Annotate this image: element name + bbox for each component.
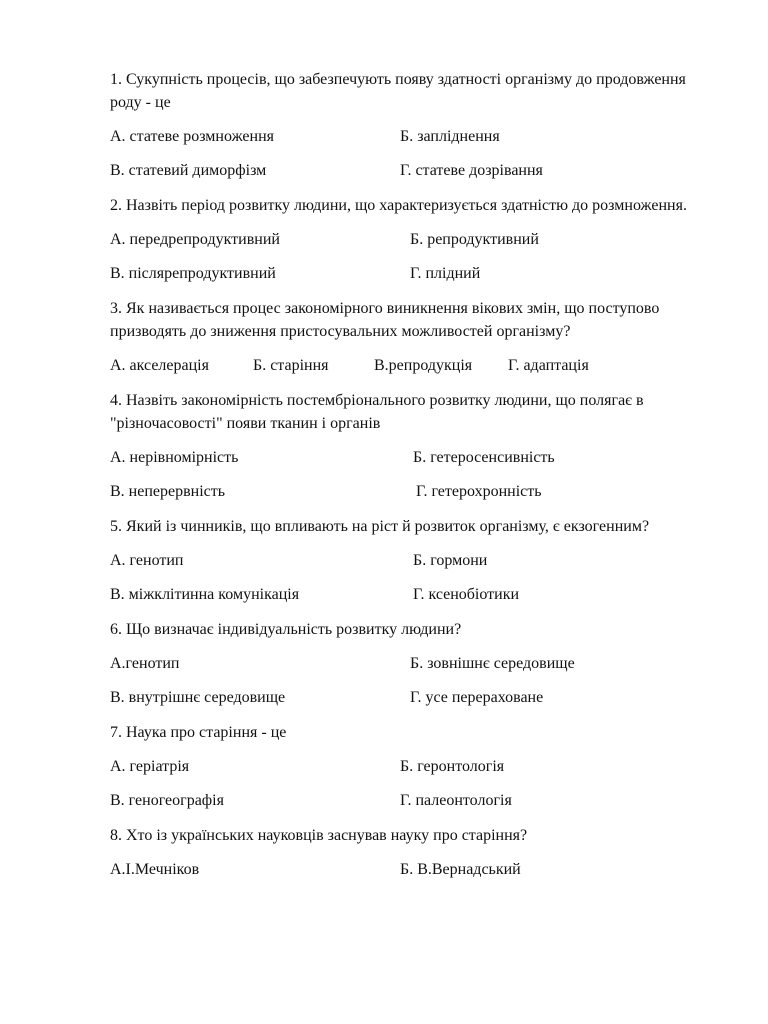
question-6-answers-row-1 bbox=[110, 652, 710, 675]
answer-1a: А. статеве розмноження bbox=[110, 128, 274, 145]
answer-2c: В. післярепродуктивний bbox=[110, 265, 276, 282]
answer-4b: Б. гетеросенсивність bbox=[413, 449, 555, 466]
answer-3c: В.репродукція bbox=[374, 357, 473, 374]
answer-2b: Б. репродуктивний bbox=[410, 231, 539, 248]
question-4-text: 4. Назвіть закономірність постембріонального розвитку людини, що полягає в "різночасовості" появи тканин і органів bbox=[110, 392, 644, 432]
document-page bbox=[110, 68, 710, 881]
answer-1d: Г. статеве дозрівання bbox=[400, 162, 543, 179]
question-6-answers-row-2 bbox=[110, 686, 710, 709]
answer-3b: Б. старіння bbox=[253, 357, 329, 374]
question-6-text: 6. Що визначає індивідуальність розвитку людини? bbox=[110, 621, 462, 638]
answer-7d: Г. палеонтологія bbox=[400, 792, 512, 809]
question-2-answers-row-2 bbox=[110, 262, 710, 285]
question-4-answers-row-1 bbox=[110, 446, 710, 469]
answer-2d: Г. плідний bbox=[410, 265, 481, 282]
question-4-answers-row-2 bbox=[110, 480, 710, 503]
answer-4c: В. неперервність bbox=[110, 483, 226, 500]
answer-4a: А. нерівномірність bbox=[110, 449, 239, 466]
answer-6a: А.генотип bbox=[110, 655, 180, 672]
question-2-text: 2. Назвіть період розвитку людини, що характеризується здатністю до розмноження. bbox=[110, 197, 687, 214]
answer-8a: А.І.Мечніков bbox=[110, 861, 200, 878]
question-8-text: 8. Хто із українських науковців заснував науку про старіння? bbox=[110, 827, 528, 844]
answer-7c: В. геногеографія bbox=[110, 792, 224, 809]
answer-5c: В. міжклітинна комунікація bbox=[110, 586, 300, 603]
answer-6d: Г. усе перераховане bbox=[410, 689, 544, 706]
answer-5a: А. генотип bbox=[110, 552, 184, 569]
question-7-answers-row-2 bbox=[110, 789, 710, 812]
question-5-answers-row-2 bbox=[110, 583, 710, 606]
answer-5b: Б. гормони bbox=[413, 552, 488, 569]
answer-2a: А. передрепродуктивний bbox=[110, 231, 280, 248]
answer-8b: Б. В.Вернадський bbox=[400, 861, 521, 878]
question-5-answers-row-1 bbox=[110, 549, 710, 572]
question-3-answers-row bbox=[110, 354, 710, 377]
question-8-answers-row-1 bbox=[110, 858, 710, 881]
answer-3d: Г. адаптація bbox=[508, 357, 589, 374]
answer-7b: Б. геронтологія bbox=[400, 758, 505, 775]
question-1-answers-row-1 bbox=[110, 125, 710, 148]
question-5-text: 5. Який із чинників, що впливають на ріст й розвиток організму, є екзогенним? bbox=[110, 518, 650, 535]
question-2-answers-row-1 bbox=[110, 228, 710, 251]
answer-5d: Г. ксенобіотики bbox=[413, 586, 520, 603]
question-1-text: 1. Сукупність процесів, що забезпечують появу здатності організму до продовження роду - це bbox=[110, 71, 686, 111]
question-3-text: 3. Як називається процес закономірного виникнення вікових змін, що поступово призводять до зниження пристосувальних можливостей організму? bbox=[110, 300, 660, 340]
answer-7a: А. геріатрія bbox=[110, 758, 190, 775]
answer-1b: Б. запліднення bbox=[400, 128, 500, 145]
question-7-text: 7. Наука про старіння - це bbox=[110, 724, 287, 741]
answer-6b: Б. зовнішнє середовище bbox=[410, 655, 575, 672]
answer-3a: А. акселерація bbox=[110, 357, 209, 374]
answer-4d: Г. гетерохронність bbox=[416, 483, 542, 500]
question-7-answers-row-1 bbox=[110, 755, 710, 778]
answer-1c: В. статевий диморфізм bbox=[110, 162, 267, 179]
question-1-answers-row-2 bbox=[110, 159, 710, 182]
answer-6c: В. внутрішнє середовище bbox=[110, 689, 286, 706]
